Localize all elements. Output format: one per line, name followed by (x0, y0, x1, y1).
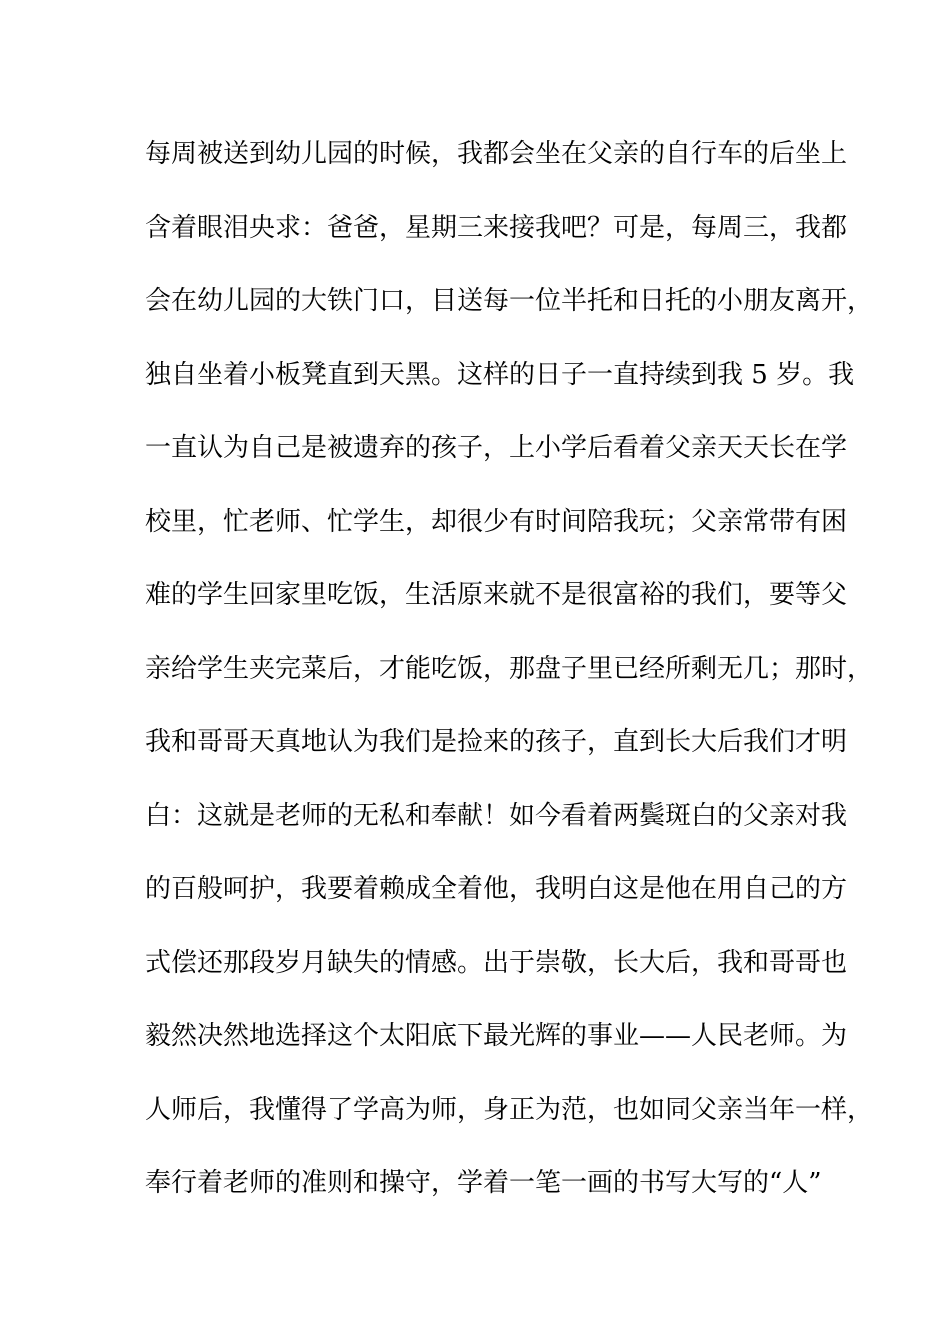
text-line-11: 的百般呵护，我要着赖成全着他，我明白这是他在用自己的方 (145, 874, 848, 904)
text-line-5: 一直认为自己是被遗弃的孩子，上小学后看着父亲天天长在学 (145, 433, 848, 463)
text-line-2: 含着眼泪央求：爸爸，星期三来接我吧？可是，每周三，我都 (145, 212, 848, 243)
text-line-3: 会在幼儿园的大铁门口，目送每一位半托和日托的小朋友离开， (145, 286, 874, 316)
text-line-12: 式偿还那段岁月缺失的情感。出于崇敬，长大后，我和哥哥也 (145, 947, 848, 978)
text-line-7: 难的学生回家里吃饭，生活原来就不是很富裕的我们，要等父 (145, 580, 848, 610)
text-line-13: 毅然决然地选择这个太阳底下最光辉的事业——人民老师。为 (145, 1021, 848, 1051)
text-line-6: 校里，忙老师、忙学生，却很少有时间陪我玩；父亲常带有困 (145, 506, 848, 537)
text-line-1: 每周被送到幼儿园的时候，我都会坐在父亲的自行车的后坐上 (145, 139, 848, 169)
text-line-4: 独自坐着小板凳直到天黑。这样的日子一直持续到我 5 岁。我 (145, 359, 855, 390)
text-line-14: 人师后，我懂得了学高为师，身正为范，也如同父亲当年一样， (145, 1094, 874, 1125)
body-paragraph (145, 132, 874, 1235)
text-line-9: 我和哥哥天真地认为我们是捡来的孩子，直到长大后我们才明 (145, 727, 848, 757)
text-line-8: 亲给学生夹完菜后，才能吃饭，那盘子里已经所剩无几；那时， (145, 653, 874, 684)
text-line-10: 白：这就是老师的无私和奉献！如今看着两鬓斑白的父亲对我 (145, 800, 848, 831)
text-line-15: 奉行着老师的准则和操守，学着一笔一画的书写大写的“人” (145, 1168, 822, 1198)
